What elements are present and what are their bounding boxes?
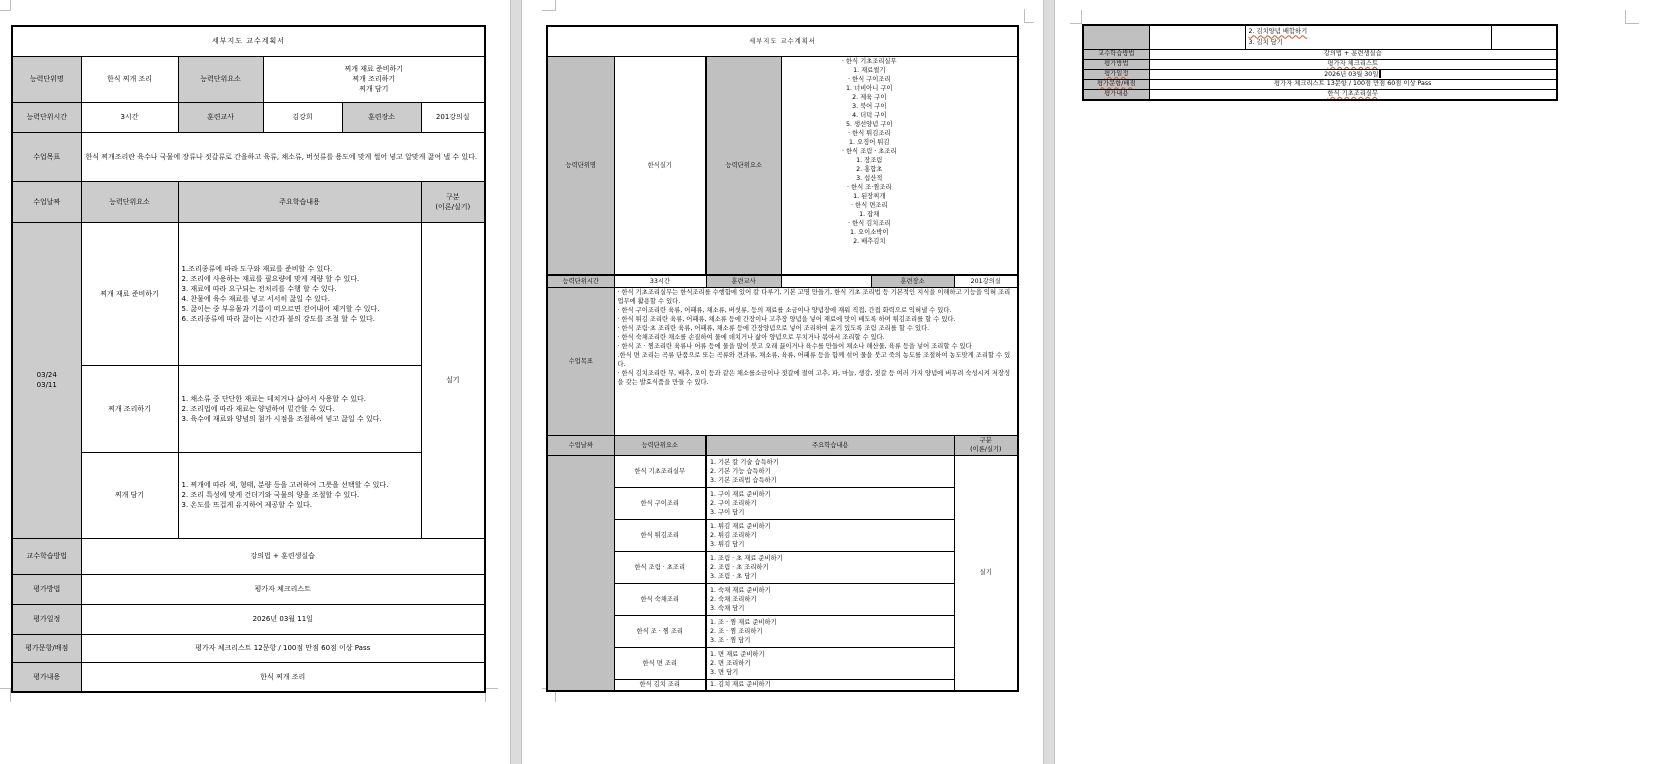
page-corner-mark [1024,9,1034,23]
category-header-text: 구분 [445,192,460,201]
content-item [1249,26,1491,37]
date-value[interactable] [1083,25,1149,49]
element-cell[interactable]: 찌개 담기 [81,452,178,538]
content-item: 1. 찌개에 따라 색, 형태, 분량 등을 고려하여 그릇을 선택할 수 있다. [181,481,389,489]
method-value[interactable]: 강의법 + 훈련생실습 [81,538,485,574]
goal-paragraph: .한식 면 조리는 곡류 단품으로 또는 곡류와 견과류, 채소류, 육류, 어패류 등을 함께 섞어 물을 붓고 죽의 농도를 조절하여 농도맞게 조리할 수 있다. [617,351,1011,368]
unit-element-item: · 한식 기초조리실무 [841,57,897,65]
page-corner-mark [485,688,498,702]
lesson-plan-table [546,25,1019,692]
eval-content-value[interactable] [1149,90,1557,100]
content-item: 2. 튀김 조리하기 [710,531,757,539]
unit-elements-value[interactable] [263,56,485,102]
unit-element-item: 1. 장조림 [856,156,883,164]
unit-name-label: 능력단위명 [12,56,81,102]
page-separator [1043,0,1055,764]
unit-element-item: 4. 더덕 구이 [852,111,887,119]
unit-element-item: 1. 재료썰기 [853,66,886,74]
eval-date-value[interactable] [1149,69,1557,80]
unit-element-item: 1. 잡채 [859,210,880,218]
content-item: 1. 구이 재료 준비하기 [710,490,771,498]
content-item: 3. 숙채 담기 [710,604,745,612]
page-corner-mark [1625,10,1639,24]
content-cell[interactable] [178,452,421,538]
element-cell[interactable] [1149,25,1245,49]
unit-element-item: · 한식 조·찜조리 [847,183,892,191]
category-header [421,181,485,222]
goal-paragraph: · 한식 김치조리란 무, 배추, 오이 등과 같은 채소를소금이나 젓갈에 절여 고추, 파, 마늘, 생강, 젓갈 등 여러 가지 양념에 버무려 숙성시켜 저장성을 갖는 발효식품을 만들 수 있다. [617,369,1011,386]
unit-element-item: 3. 북어 구이 [852,102,887,110]
page-title: 세부지도 교수계획서 [12,26,485,56]
page-corner-mark [0,0,11,11]
unit-elements-value[interactable] [781,56,1018,275]
content-cell[interactable] [1245,25,1491,49]
element-cell[interactable]: 한식 김치 조리 [614,679,706,691]
page-title: 세부지도 교수계획서 [547,26,1018,56]
eval-method-value[interactable]: 평가자 체크리스트 [81,574,485,604]
content-item: 1. 튀김 재료 준비하기 [710,522,771,530]
place-label: 훈련장소 [342,102,421,132]
text-cursor [1379,70,1381,78]
unit-time-value[interactable]: 3시간 [81,102,178,132]
content-item: 3. 기본 조리법 습득하기 [710,476,777,484]
unit-element-item: 2. 제육 구이 [852,93,887,101]
unit-element-item: · 한식 면조리 [851,201,888,209]
document-page-1 [0,0,498,764]
date-value[interactable] [547,455,614,691]
content-item: 3. 조림 · 초 담기 [710,572,757,580]
unit-name-value[interactable]: 한식실기 [614,56,706,275]
unit-element-label: 능력단위요소 [706,56,781,275]
date-header: 수업날짜 [547,435,614,455]
content-item: 2. 조리 특성에 맞게 건더기와 국물의 양을 조절할 수 있다. [181,491,360,499]
unit-time-label: 능력단위시간 [547,275,614,287]
teacher-value[interactable] [781,275,871,287]
teacher-label: 훈련교사 [706,275,781,287]
element-cell[interactable]: 찌개 조리하기 [81,365,178,452]
unit-element-item: · 한식 튀김조리 [848,129,891,137]
eval-date-label [1083,69,1149,80]
content-cell[interactable] [706,487,954,519]
date-value[interactable] [12,222,81,538]
unit-element-label: 능력단위요소 [178,56,263,102]
unit-element-item: 찌개 재료 준비하기 [344,65,404,73]
teacher-value[interactable]: 김강희 [263,102,342,132]
place-label: 훈련장소 [871,275,954,287]
document-page-2 [534,0,1034,764]
unit-element-item: · 한식 조림 · 초조리 [841,147,897,155]
content-item: 2. 조 · 찜 조리하기 [710,627,763,635]
content-cell[interactable] [706,551,954,583]
category-header-sub: (이론/실기) [970,446,1002,453]
eval-items-value[interactable]: 평가자 체크리스트 12문항 / 100점 만점 60점 이상 Pass [81,634,485,662]
content-item: 5. 끓이는 중 부유물과 기름이 떠오르면 걷어내어 제거할 수 있다. [181,304,380,313]
content-item: 6. 조리종류에 따라 끓이는 시간과 불의 강도를 조절 할 수 있다. [181,314,375,323]
content-item: 2. 기본 기능 습득하기 [710,467,771,475]
content-header: 주요학습내용 [706,435,954,455]
content-item: 2. 면 조리하기 [710,659,751,667]
teacher-label: 훈련교사 [178,102,263,132]
page-gap [1034,0,1070,764]
goal-paragraph: · 한식 조 · 찜조리란 육류나 어류 등에 물을 많이 붓고 오래 끓이거나 육수를 만들어 채소나 해산물, 육류 등을 넣어 조리할 수 있다 [617,342,972,350]
category-value[interactable]: 실기 [954,455,1018,691]
lesson-plan-table-continued [1082,24,1558,101]
category-value[interactable] [1491,25,1557,49]
date-line: 03/11 [36,381,57,389]
content-item: 3. 육수에 재료와 양념의 첨가 시점을 조절하여 넣고 끓일 수 있다. [181,414,382,423]
element-cell[interactable]: 한식 튀김조리 [614,519,706,551]
eval-method-text: 평가자 체크리스트 [1327,59,1379,67]
eval-items-label-text: 평가문항/배점 [1096,80,1136,88]
content-item: 3. 구이 담기 [710,508,745,516]
method-label: 교수학습방법 [1083,49,1149,59]
method-label: 교수학습방법 [12,538,81,574]
eval-content-label: 평가내용 [1083,90,1149,100]
unit-element-item: 1. 된장찌개 [853,192,886,200]
eval-date-text: 2026년 03월 30일 [1324,70,1379,78]
unit-element-item: 찌개 조리하기 [352,75,396,83]
place-value[interactable]: 201강의실 [421,102,485,132]
page-corner-mark [542,0,556,11]
goal-paragraph: · 한식 튀김 조리란 육류, 어패류, 채소류 등에 간장이나 고추장 양념을 넣어 재료에 맛이 배도록 하며 튀김조리를 할 수 있다. [617,315,956,323]
element-cell[interactable]: 찌개 재료 준비하기 [81,222,178,365]
unit-name-label: 능력단위명 [547,56,614,275]
content-cell[interactable] [706,615,954,647]
method-value[interactable]: 강의법 + 훈련생실습 [1149,49,1557,59]
content-item: 1. 조 · 찜 재료 준비하기 [710,618,777,626]
unit-name-value[interactable]: 한식 찌개 조리 [81,56,178,102]
content-item: 3. 조 · 찜 담기 [710,636,751,644]
element-cell[interactable]: 한식 숙채조리 [614,583,706,615]
content-header: 주요학습내용 [178,181,421,222]
element-header: 능력단위요소 [81,181,178,222]
eval-method-label: 평가방법 [12,574,81,604]
content-item: 2. 숙채 조리하기 [710,595,757,603]
element-cell[interactable]: 한식 조림 · 초조리 [614,551,706,583]
unit-element-item: 1. 너비아니 구이 [846,84,893,92]
page-separator [510,0,522,764]
content-item: 3. 재료에 따라 요구되는 전처리를 수행 할 수 있다. [181,284,337,293]
goal-paragraph: · 한식 기초조리실무는 한식조리를 수행함에 있어 칼 다루기, 기본 고명 만들기, 한식 기초 조리법 등 기본적인 지식을 이해하고 기능을 익혀 조리업무에 활용할 수 있다. [617,288,1011,305]
content-item: 2. 조리에 사용하는 재료를 필요량에 맞게 계량 할 수 있다. [181,274,360,283]
date-header: 수업날짜 [12,181,81,222]
unit-element-item: 3. 섭산적 [856,174,883,182]
eval-content-text: 한식 기초조리실무 [1327,90,1379,97]
eval-method-value[interactable] [1149,59,1557,69]
element-cell[interactable]: 한식 구이조리 [614,487,706,519]
unit-element-item: 찌개 담기 [359,85,389,93]
content-item: 1. 면 재료 준비하기 [710,650,765,658]
content-cell[interactable] [178,365,421,452]
element-header: 능력단위요소 [614,435,706,455]
unit-element-item: 2. 배추김치 [853,237,886,245]
goal-paragraph: · 한식 숙채조리란 채소를 손질하여 물에 데치거나 삶아 양념으로 무치거나 볶아서 조리할 수 있다. [617,333,885,341]
category-header [954,435,1018,455]
content-cell[interactable] [706,647,954,679]
eval-content-label: 평가내용 [12,662,81,692]
category-value[interactable]: 실기 [421,222,485,538]
unit-element-item: 1. 오징어 튀김 [849,138,890,146]
content-item: 1. 채소류 중 단단한 재료는 데치거나 삶아서 사용할 수 있다. [181,394,366,403]
content-item: 1. 숙채 재료 준비하기 [710,586,771,594]
element-cell[interactable]: 한식 면 조리 [614,647,706,679]
page-gap [498,0,534,764]
content-cell[interactable] [706,519,954,551]
page-corner-mark [1070,10,1082,24]
content-item: 1. 기본 칼 기술 습득하기 [710,458,779,466]
eval-date-value[interactable]: 2026년 03월 11일 [81,604,485,634]
date-line: 03/24 [36,371,57,379]
goal-value[interactable]: 한식 찌개조리란 육수나 국물에 장류나 젓갈류로 간을하고 육류, 채소류, 버섯류를 용도에 맞게 썰어 넣고 알맞게 끓여 낼 수 있다. [81,132,485,181]
eval-date-label-text: 평가일정 [1104,70,1129,77]
content-cell[interactable] [178,222,421,365]
goal-paragraph: · 한식 조림·초 조리란 육류, 어패류, 채소류 등에 간장양념으로 넣어 조리하여 윤기 있도록 조림 조리를 할 수 있다. [617,324,930,332]
page-corner-mark [0,688,11,702]
unit-element-item: 5. 생선양념 구이 [846,120,893,128]
content-cell[interactable] [706,455,954,487]
element-cell[interactable]: 한식 기초조리실무 [614,455,706,487]
content-item: 4. 찬물에 육수 재료를 넣고 서서히 끓일 수 있다. [181,294,330,303]
content-item: 3. 김치 담기 [1248,39,1283,47]
content-item: 2. 구이 조리하기 [710,499,757,507]
goal-value[interactable] [614,287,1018,435]
eval-method-label: 평가방법 [1083,59,1149,69]
unit-element-item: · 한식 김치조리 [848,219,891,227]
content-item: 3. 면 담기 [710,668,739,676]
unit-element-item: 2. 홍합초 [856,165,883,173]
element-cell[interactable]: 한식 조 · 찜 조리 [614,615,706,647]
eval-content-value[interactable]: 한식 찌개 조리 [81,662,485,692]
eval-items-label: 평가문항/배점 [12,634,81,662]
goal-paragraph: · 한식 구이조리란 육류, 어패류, 채소류, 버섯류, 등의 재료를 소금이나 양념장에 재워 직접, 간접 화력으로 익혀낼 수 있다. [617,306,952,314]
goal-label: 수업목표 [547,287,614,435]
unit-element-item: 1. 오이소박이 [850,228,889,236]
content-item: 3. 온도를 뜨겁게 유지하여 제공할 수 있다. [181,501,312,509]
unit-time-label: 능력단위시간 [12,102,81,132]
content-item: 2. 조리법에 따라 재료는 양념하여 밑간할 수 있다. [181,404,335,413]
category-header-sub: (이론/실기) [435,202,471,211]
unit-time-value[interactable]: 33시간 [614,275,706,287]
content-item: 1. 김치 재료 준비하기 [710,681,771,689]
eval-items-value[interactable]: 평가자 체크리스트 13문항 / 100점 만점 60점 이상 Pass [1149,80,1557,90]
category-header-text: 구분 [979,437,992,444]
content-cell[interactable] [706,679,954,691]
content-item: 1. 조림 · 초 재료 준비하기 [710,554,783,562]
content-item: 3. 튀김 담기 [710,540,745,548]
place-value[interactable]: 201강의실 [954,275,1018,287]
eval-items-label [1083,80,1149,90]
content-item: 1.조리종류에 따라 도구와 재료를 준비할 수 있다. [181,264,333,273]
document-page-3 [1070,0,1654,764]
unit-element-item: · 한식 구이조리 [848,75,891,83]
goal-label: 수업목표 [12,132,81,181]
content-cell[interactable] [706,583,954,615]
content-item-text: 2. 김치양념 배합하기 [1248,28,1308,36]
lesson-plan-table [11,25,486,693]
content-item: 2. 조림 · 초 조리하기 [710,563,769,571]
eval-date-label: 평가일정 [12,604,81,634]
